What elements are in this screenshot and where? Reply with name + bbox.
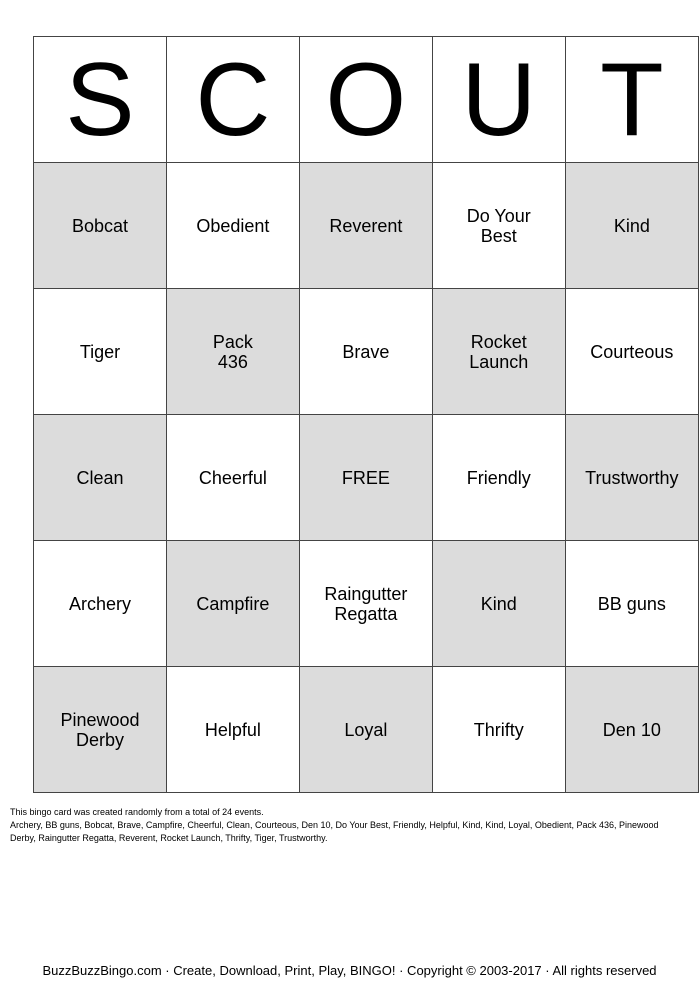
card-row: [34, 667, 699, 793]
cell-text: Loyal: [344, 719, 388, 740]
bingo-cell: [299, 289, 432, 415]
cell-text: Tiger: [79, 341, 121, 362]
card-row: [34, 163, 699, 289]
bingo-cell: [565, 163, 698, 289]
cell-text: Bobcat: [71, 215, 129, 236]
card-row: [34, 415, 699, 541]
cell-text: Raingutter Regatta: [324, 583, 408, 624]
bingo-card: [33, 36, 699, 793]
bingo-cell: [34, 163, 167, 289]
note-summary: This bingo card was created randomly from a total of 24 events.: [10, 807, 264, 817]
header-letter-s: S: [34, 37, 167, 163]
cell-text: FREE: [341, 467, 390, 488]
bingo-cell: [166, 541, 299, 667]
free-cell: [299, 415, 432, 541]
bingo-cell: [565, 415, 698, 541]
cell-text: Trustworthy: [585, 467, 679, 488]
card-row: [34, 289, 699, 415]
bingo-cell: [166, 415, 299, 541]
bingo-cell: [299, 163, 432, 289]
card-note: [10, 806, 670, 845]
bingo-cell: [432, 667, 565, 793]
bingo-cell: [432, 289, 565, 415]
cell-text: Pack 436: [212, 331, 253, 372]
bingo-cell: [299, 667, 432, 793]
cell-text: Friendly: [466, 467, 531, 488]
header-row: [34, 37, 699, 163]
bingo-cell: [34, 415, 167, 541]
bingo-cell: [565, 541, 698, 667]
bingo-cell: [432, 415, 565, 541]
header-letter-u: U: [432, 37, 565, 163]
header-letter-c: C: [166, 37, 299, 163]
cell-text: Reverent: [329, 215, 403, 236]
cell-text: Thrifty: [473, 719, 524, 740]
cell-text: Cheerful: [198, 467, 267, 488]
bingo-cell: [299, 541, 432, 667]
cell-text: Kind: [613, 215, 650, 236]
bingo-cell: [565, 289, 698, 415]
cell-text: Clean: [76, 467, 124, 488]
cell-text: Courteous: [590, 341, 674, 362]
bingo-cell: [34, 289, 167, 415]
bingo-cell: [432, 163, 565, 289]
cell-text: Rocket Launch: [469, 331, 529, 372]
bingo-cell: [166, 163, 299, 289]
cell-text: Campfire: [196, 593, 270, 614]
cell-text: Obedient: [196, 215, 270, 236]
cell-text: Archery: [68, 593, 131, 614]
bingo-cell: [565, 667, 698, 793]
card-row: [34, 541, 699, 667]
bingo-cell: [166, 667, 299, 793]
note-event-list: Archery, BB guns, Bobcat, Brave, Campfire, Cheerful, Clean, Courteous, Den 10, Do Your Best, Friendly, Helpful, Kind, Kind, Loyal, Obedient, Pack 436, Pinewood Derby, Raingutter Regatta, Reverent, Rocket Launch, Thrifty, Tiger, Trustworthy.: [10, 820, 659, 843]
cell-text: Den 10: [602, 719, 661, 740]
bingo-cell: [432, 541, 565, 667]
cell-text: Brave: [342, 341, 390, 362]
cell-text: Kind: [480, 593, 517, 614]
bingo-cell: [166, 289, 299, 415]
cell-text: Pinewood Derby: [60, 709, 140, 750]
page-footer: BuzzBuzzBingo.com · Create, Download, Print, Play, BINGO! · Copyright © 2003-2017 · All rights reserved: [42, 963, 657, 978]
bingo-cell: [34, 541, 167, 667]
bingo-cell: [34, 667, 167, 793]
cell-text: Do Your Best: [466, 205, 531, 246]
cell-text: Helpful: [204, 719, 261, 740]
header-letter-t: T: [565, 37, 698, 163]
header-letter-o: O: [299, 37, 432, 163]
cell-text: BB guns: [597, 593, 666, 614]
